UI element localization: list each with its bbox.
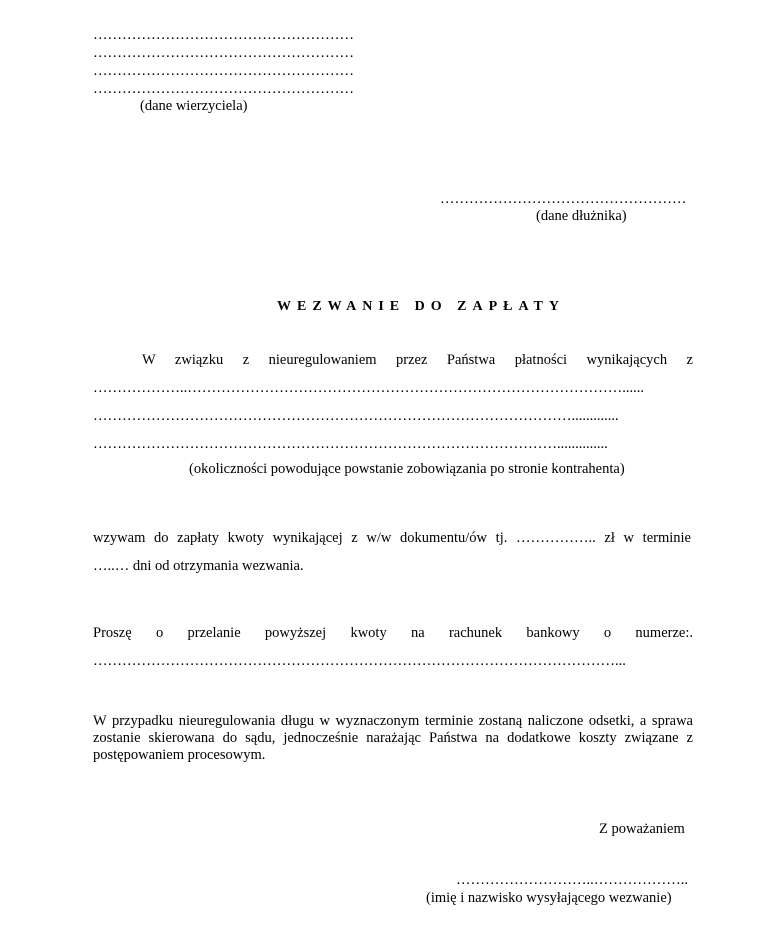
intro-dotted-line-3: …………………………………………………………………………………….............. <box>93 437 608 452</box>
intro-dotted-line-2: ………………………………………………………………………………………............. <box>93 409 619 424</box>
signature-label: (imię i nazwisko wysyłającego wezwanie) <box>426 890 672 906</box>
demand-line-2: …..… dni od otrzymania wezwania. <box>93 558 304 574</box>
creditor-dotted-line-1: ……………………………………………… <box>93 27 354 43</box>
intro-caption: (okoliczności powodujące powstanie zobowiązania po stronie kontrahenta) <box>189 461 625 477</box>
transfer-dotted-line: ………………………………………………………………………………………………... <box>93 654 626 669</box>
debtor-dotted-line: …………………………………………… <box>440 191 687 207</box>
debtor-label: (dane dłużnika) <box>536 208 627 224</box>
creditor-dotted-line-4: ……………………………………………… <box>93 81 354 97</box>
creditor-dotted-line-2: ……………………………………………… <box>93 45 354 61</box>
demand-line-1: wzywam do zapłaty kwoty wynikającej z w/w dokumentu/ów tj. …………….. zł w terminie <box>93 530 691 546</box>
intro-first-line: W związku z nieuregulowaniem przez Państwa płatności wynikających z <box>142 352 693 368</box>
creditor-dotted-line-3: ……………………………………………… <box>93 63 354 79</box>
signature-dotted-line: ………………………..……………….. <box>456 872 688 888</box>
document-title: WEZWANIE DO ZAPŁATY <box>277 299 565 314</box>
warning-paragraph: W przypadku nieuregulowania długu w wyznaczonym terminie zostaną naliczone odsetki, a sprawa zostanie skierowana do sądu, jednocześnie narażając Państwa na dodatkowe koszty związane z postępowaniem procesowym. <box>93 713 693 763</box>
intro-dotted-line-1: ………………..………………………………………………………………………………...... <box>93 381 644 396</box>
transfer-line-1: Proszę o przelanie powyższej kwoty na rachunek bankowy o numerze:. <box>93 625 693 641</box>
closing-greeting: Z poważaniem <box>599 821 685 837</box>
creditor-label: (dane wierzyciela) <box>140 98 248 114</box>
